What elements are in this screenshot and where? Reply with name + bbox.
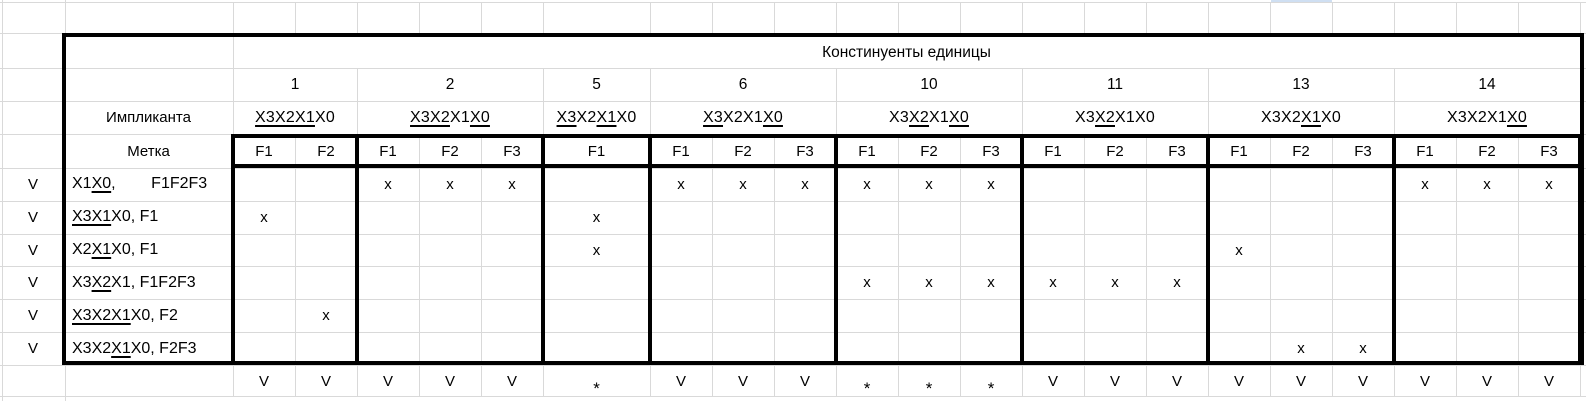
mark-cell[interactable] — [481, 299, 543, 332]
grid-line — [836, 2, 837, 33]
bottom-status-cell[interactable]: V — [444, 372, 455, 390]
flag-label-cell[interactable]: F1 — [672, 142, 690, 160]
mark-cell[interactable] — [543, 299, 650, 332]
grid-line — [774, 2, 775, 33]
flag-label-cell[interactable]: F1 — [1230, 142, 1248, 160]
mark-cell[interactable] — [1456, 299, 1518, 332]
underlined-term: X1 — [111, 339, 131, 357]
mark-cell[interactable] — [1518, 267, 1580, 300]
grid-line — [543, 2, 544, 33]
mark-cell[interactable] — [357, 234, 419, 267]
table-border — [231, 134, 1582, 138]
mark-cell[interactable] — [1022, 299, 1084, 332]
mark-cell[interactable] — [1332, 168, 1394, 201]
term: , F1F2F3 — [111, 175, 208, 193]
term: X1X0 — [1115, 108, 1155, 126]
mark-cell[interactable]: x — [446, 175, 454, 193]
bottom-status-cell[interactable]: V — [258, 372, 269, 390]
mark-cell[interactable] — [836, 201, 898, 234]
implicant-header-cell[interactable] — [1394, 101, 1580, 134]
mark-cell[interactable] — [233, 299, 295, 332]
row-check-cell[interactable]: V — [27, 241, 38, 259]
bottom-status-cell[interactable]: * — [987, 379, 995, 398]
mark-cell[interactable] — [1394, 234, 1456, 267]
table-border — [834, 134, 838, 365]
grid-line — [898, 2, 899, 33]
term: X3 — [1075, 108, 1096, 126]
bottom-status-cell[interactable]: V — [1419, 372, 1430, 390]
mark-cell[interactable]: x — [260, 208, 268, 226]
mark-cell[interactable]: x — [925, 274, 933, 292]
mark-cell[interactable] — [1518, 201, 1580, 234]
mark-cell[interactable] — [774, 201, 836, 234]
mark-cell[interactable] — [1270, 234, 1332, 267]
term: X0, F2F3 — [130, 339, 197, 357]
bottom-status-cell[interactable]: V — [737, 372, 748, 390]
mark-cell[interactable] — [295, 234, 357, 267]
mark-cell[interactable] — [650, 234, 712, 267]
underlined-term: X1 — [91, 241, 112, 259]
grid-line — [1518, 2, 1519, 33]
underlined-term: X3X2 — [410, 108, 450, 126]
term: X1, F1F2F3 — [111, 273, 196, 291]
row-label-cell[interactable] — [72, 234, 231, 267]
term: X1 — [929, 108, 949, 126]
underlined-term: X2 — [1095, 108, 1115, 126]
mark-cell[interactable] — [357, 201, 419, 234]
bottom-status-cell[interactable]: V — [799, 372, 810, 390]
bottom-status-cell[interactable]: V — [1109, 372, 1120, 390]
flag-label-cell[interactable]: F2 — [317, 142, 335, 160]
mark-cell[interactable] — [1084, 201, 1146, 234]
minterm-number-cell[interactable]: 5 — [592, 75, 601, 93]
grid-line — [295, 2, 296, 33]
mark-cell[interactable] — [1084, 299, 1146, 332]
grid-line — [419, 2, 420, 33]
flag-label-cell[interactable]: F2 — [1106, 142, 1124, 160]
grid-line — [481, 2, 482, 33]
mark-cell[interactable]: x — [384, 175, 392, 193]
mark-cell[interactable] — [1332, 267, 1394, 300]
mark-cell[interactable] — [419, 234, 481, 267]
mark-cell[interactable] — [774, 299, 836, 332]
bottom-status-cell[interactable]: * — [925, 379, 933, 398]
mark-cell[interactable]: x — [1049, 274, 1057, 292]
row-check-cell[interactable]: V — [27, 307, 38, 325]
mark-cell[interactable]: x — [322, 307, 330, 325]
row-label-cell[interactable] — [72, 267, 231, 300]
mark-cell[interactable] — [1022, 234, 1084, 267]
mark-cell[interactable] — [1208, 168, 1270, 201]
implicant-header-cell[interactable] — [1022, 101, 1208, 134]
mark-cell[interactable] — [650, 299, 712, 332]
grid-line — [1208, 2, 1209, 33]
bottom-status-cell[interactable]: * — [863, 379, 871, 398]
underlined-term: X3X2X1 — [72, 306, 131, 324]
mark-cell[interactable] — [1394, 299, 1456, 332]
grid-line — [1332, 2, 1333, 33]
row-check-cell[interactable]: V — [27, 340, 38, 358]
underlined-term: X1 — [596, 108, 617, 126]
mark-cell[interactable] — [419, 299, 481, 332]
table-border — [1020, 134, 1024, 365]
mark-cell[interactable] — [543, 168, 650, 201]
mark-cell[interactable] — [233, 168, 295, 201]
mark-cell[interactable]: x — [1173, 274, 1181, 292]
implicant-header-cell[interactable] — [233, 101, 357, 134]
mark-cell[interactable] — [836, 299, 898, 332]
term: X3X2X1 — [1447, 108, 1507, 126]
underlined-term: X0 — [948, 108, 969, 126]
grid-line — [1394, 2, 1395, 33]
mark-cell[interactable] — [1208, 267, 1270, 300]
term: X2 — [72, 241, 92, 259]
implicant-header-cell[interactable] — [650, 101, 836, 134]
mark-cell[interactable] — [1022, 168, 1084, 201]
mark-cell[interactable] — [1332, 299, 1394, 332]
underlined-term: X1 — [1300, 108, 1321, 126]
table-title: Констинуенты единицы — [822, 43, 991, 61]
underlined-term: X0 — [1506, 108, 1527, 126]
row-label-cell[interactable] — [72, 168, 231, 201]
mark-cell[interactable] — [543, 267, 650, 300]
mark-cell[interactable] — [1518, 299, 1580, 332]
bottom-status-cell[interactable]: * — [593, 379, 600, 398]
mark-cell[interactable] — [419, 267, 481, 300]
grid-line — [1456, 2, 1457, 33]
flag-label-cell[interactable]: F2 — [1292, 142, 1310, 160]
bottom-status-cell[interactable]: V — [1295, 372, 1306, 390]
mark-cell[interactable] — [1208, 201, 1270, 234]
bottom-status-cell[interactable]: V — [1171, 372, 1182, 390]
bottom-status-cell[interactable]: V — [382, 372, 393, 390]
minterm-number-cell[interactable]: 6 — [738, 75, 748, 93]
bottom-status-cell[interactable]: V — [506, 372, 517, 390]
flag-label-cell[interactable]: F1 — [587, 142, 606, 160]
flag-label-cell[interactable]: F3 — [796, 142, 814, 160]
underlined-term: X3 — [703, 108, 724, 126]
mark-cell[interactable] — [357, 299, 419, 332]
mark-cell[interactable] — [1208, 299, 1270, 332]
mark-cell[interactable]: x — [739, 175, 747, 193]
flag-label-cell[interactable]: F1 — [858, 142, 876, 160]
flag-label-cell[interactable]: F1 — [379, 142, 397, 160]
mark-cell[interactable]: x — [1359, 340, 1367, 358]
grid-line — [357, 2, 358, 33]
mark-cell[interactable] — [481, 267, 543, 300]
mark-cell[interactable]: x — [508, 175, 516, 193]
term: X3X2 — [72, 339, 112, 357]
flag-label-cell[interactable]: F2 — [441, 142, 459, 160]
flag-label-cell[interactable]: F2 — [734, 142, 752, 160]
mark-cell[interactable] — [650, 267, 712, 300]
mark-cell[interactable] — [1394, 267, 1456, 300]
mark-cell[interactable] — [233, 267, 295, 300]
grid-line — [0, 2, 1586, 3]
mark-cell[interactable]: x — [1297, 340, 1305, 358]
mark-cell[interactable]: x — [987, 274, 995, 292]
term: X1 — [72, 175, 92, 193]
implicant-header-cell[interactable] — [543, 101, 650, 134]
minterm-number-cell[interactable]: 13 — [1292, 75, 1310, 93]
bottom-status-cell[interactable]: V — [320, 372, 331, 390]
flag-label-cell[interactable]: F3 — [1354, 142, 1372, 160]
term: X0 — [314, 108, 335, 126]
term: X3X2 — [1261, 108, 1301, 126]
flag-label-cell[interactable]: F1 — [255, 142, 273, 160]
minterm-number-cell[interactable]: 2 — [445, 75, 455, 93]
mark-cell[interactable] — [712, 267, 774, 300]
row-check-cell[interactable]: V — [27, 175, 38, 193]
mark-cell[interactable]: x — [1545, 175, 1553, 193]
bottom-status-cell[interactable]: V — [1233, 372, 1244, 390]
underlined-term: X3X1 — [72, 208, 112, 226]
mark-cell[interactable] — [712, 299, 774, 332]
flag-label-cell[interactable]: F2 — [920, 142, 938, 160]
mark-cell[interactable] — [1270, 168, 1332, 201]
underlined-term: X3 — [556, 108, 577, 126]
mark-cell[interactable]: x — [863, 274, 871, 292]
mark-cell[interactable]: x — [592, 208, 601, 226]
underlined-term: X2 — [91, 273, 112, 291]
mark-cell[interactable] — [357, 267, 419, 300]
table-border — [62, 361, 1584, 365]
mark-cell[interactable] — [233, 234, 295, 267]
grid-line — [1084, 2, 1085, 33]
mark-cell[interactable]: x — [863, 175, 871, 193]
mark-cell[interactable]: x — [592, 241, 601, 259]
underlined-term: X0 — [469, 108, 490, 126]
mark-cell[interactable] — [1022, 201, 1084, 234]
mark-cell[interactable]: x — [1235, 241, 1243, 259]
bottom-status-cell[interactable]: V — [675, 372, 686, 390]
term: X0 — [1320, 108, 1341, 126]
mark-cell[interactable] — [898, 201, 960, 234]
mark-cell[interactable] — [295, 168, 357, 201]
mark-cell[interactable] — [1270, 267, 1332, 300]
mark-cell[interactable] — [960, 201, 1022, 234]
mark-cell[interactable] — [295, 267, 357, 300]
mark-cell[interactable]: x — [1111, 274, 1119, 292]
grid-line — [0, 396, 1586, 397]
mark-cell[interactable] — [898, 299, 960, 332]
term: X3 — [889, 108, 910, 126]
mark-cell[interactable] — [295, 201, 357, 234]
mark-cell[interactable] — [1332, 234, 1394, 267]
table-border — [62, 33, 1584, 37]
term: X2 — [576, 108, 597, 126]
minterm-number-cell[interactable]: 1 — [290, 75, 300, 93]
mark-cell[interactable]: x — [1421, 175, 1429, 193]
flag-label-cell[interactable]: F2 — [1478, 142, 1496, 160]
term: X3 — [72, 273, 92, 291]
mark-cell[interactable] — [1456, 201, 1518, 234]
minterm-number-cell[interactable]: 14 — [1478, 75, 1496, 93]
table-border — [1392, 134, 1396, 365]
implicant-header-cell[interactable]: Импликанта — [106, 109, 191, 126]
mark-cell[interactable] — [1146, 234, 1208, 267]
mark-cell[interactable] — [1270, 299, 1332, 332]
table-border — [648, 134, 652, 365]
underlined-term: X3X2X1 — [255, 108, 315, 126]
mark-cell[interactable] — [1084, 168, 1146, 201]
mark-cell[interactable] — [1332, 201, 1394, 234]
minterm-number-cell[interactable]: 10 — [920, 75, 938, 93]
mark-cell[interactable]: x — [925, 175, 933, 193]
mark-cell[interactable] — [1456, 267, 1518, 300]
grid-line — [1146, 2, 1147, 33]
grid-line — [712, 2, 713, 33]
row-check-cell[interactable]: V — [27, 208, 38, 226]
mark-cell[interactable]: x — [1483, 175, 1491, 193]
metka-header-cell[interactable]: Метка — [127, 142, 170, 160]
mark-cell[interactable] — [1394, 201, 1456, 234]
grid-line — [1580, 2, 1581, 33]
row-check-cell[interactable]: V — [27, 274, 38, 292]
mark-cell[interactable] — [1270, 201, 1332, 234]
bottom-status-cell[interactable]: V — [1357, 372, 1368, 390]
minterm-number-cell[interactable]: 11 — [1106, 75, 1124, 93]
table-border — [231, 134, 235, 365]
flag-label-cell[interactable]: F3 — [1168, 142, 1186, 160]
mark-cell[interactable] — [419, 201, 481, 234]
mark-cell[interactable] — [960, 234, 1022, 267]
mark-cell[interactable] — [650, 201, 712, 234]
implicant-header-cell[interactable] — [1208, 101, 1394, 134]
mark-cell[interactable] — [898, 234, 960, 267]
term: X0, F1 — [111, 241, 159, 259]
grid-line — [1270, 2, 1271, 33]
mark-cell[interactable] — [1146, 201, 1208, 234]
mark-cell[interactable] — [836, 234, 898, 267]
underlined-term: X0 — [91, 175, 112, 193]
implicant-header-cell[interactable] — [357, 101, 543, 134]
mark-cell[interactable] — [774, 267, 836, 300]
bottom-status-cell[interactable]: V — [1481, 372, 1492, 390]
underlined-term: X0 — [762, 108, 783, 126]
mark-cell[interactable] — [481, 234, 543, 267]
term: X0, F2 — [130, 306, 178, 324]
mark-cell[interactable] — [1146, 299, 1208, 332]
mark-cell[interactable] — [1456, 234, 1518, 267]
mark-cell[interactable] — [712, 234, 774, 267]
mark-cell[interactable] — [1518, 234, 1580, 267]
term: X1 — [449, 108, 470, 126]
term: X0, F1 — [111, 208, 159, 226]
bottom-status-cell[interactable]: V — [1047, 372, 1058, 390]
row-label-cell[interactable] — [72, 201, 231, 234]
mark-cell[interactable] — [481, 201, 543, 234]
flag-label-cell[interactable]: F1 — [1044, 142, 1062, 160]
mark-cell[interactable]: x — [677, 175, 685, 193]
mark-cell[interactable]: x — [801, 175, 809, 193]
grid-line — [1022, 2, 1023, 33]
flag-label-cell[interactable]: F1 — [1416, 142, 1434, 160]
bottom-status-cell[interactable]: V — [1543, 372, 1554, 390]
table-border — [62, 33, 66, 365]
grid-line — [960, 2, 961, 33]
table-border — [541, 134, 545, 365]
mark-cell[interactable] — [1084, 234, 1146, 267]
flag-label-cell[interactable]: F3 — [503, 142, 521, 160]
mark-cell[interactable] — [1146, 168, 1208, 201]
mark-cell[interactable]: x — [987, 175, 995, 193]
implicant-header-cell[interactable] — [836, 101, 1022, 134]
mark-cell[interactable] — [960, 299, 1022, 332]
grid-line — [650, 2, 651, 33]
row-label-cell[interactable] — [72, 299, 231, 332]
table-border — [1206, 134, 1210, 365]
table-border — [355, 134, 359, 365]
term: X0 — [616, 108, 637, 126]
table-border — [231, 164, 1582, 168]
mark-cell[interactable] — [712, 201, 774, 234]
table-border — [1578, 134, 1582, 365]
underlined-term: X2 — [909, 108, 929, 126]
flag-label-cell[interactable]: F3 — [982, 142, 1000, 160]
mark-cell[interactable] — [774, 234, 836, 267]
flag-label-cell[interactable]: F3 — [1540, 142, 1558, 160]
term: X2X1 — [723, 108, 763, 126]
